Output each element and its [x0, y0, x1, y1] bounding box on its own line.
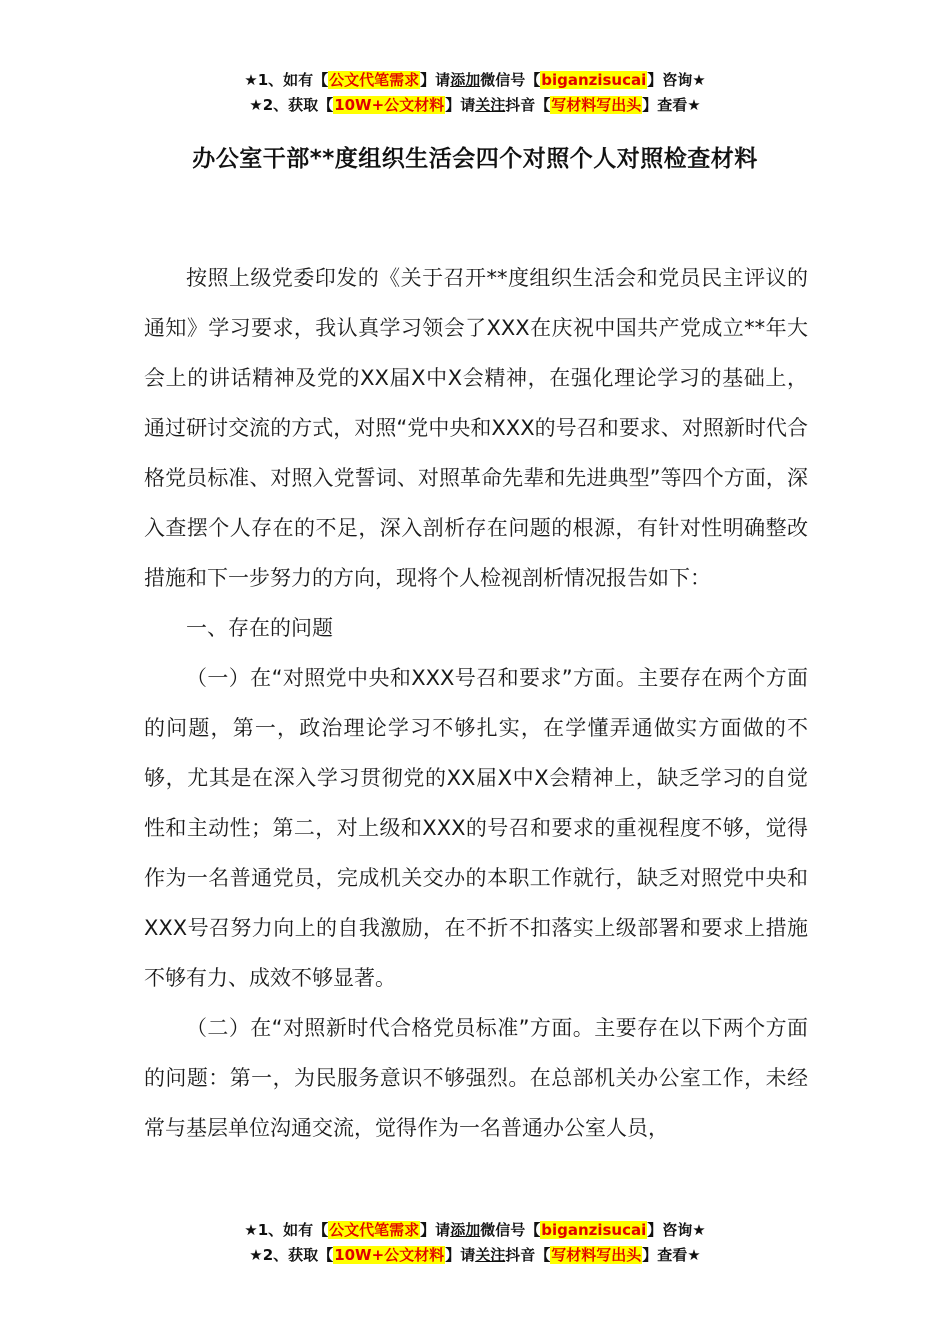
banner-text: 】请: [420, 71, 451, 89]
underlined-text: 添加: [450, 71, 481, 89]
highlight-text: 公文代笔需求: [329, 71, 420, 89]
banner-text: 】咨询★: [647, 1221, 706, 1239]
underlined-text: 关注: [475, 96, 506, 114]
banner-text: 】请: [445, 96, 476, 114]
banner-line-2: [0, 93, 950, 118]
section-heading: 一、存在的问题: [186, 616, 333, 640]
banner-text: 】查看★: [642, 1246, 701, 1264]
document-body: [144, 253, 808, 1153]
banner-line-1: [0, 68, 950, 93]
banner-line-1: [0, 1218, 950, 1243]
douyin-account: 写材料写出头: [551, 1246, 642, 1264]
banner-text: ★1、如有【: [244, 1221, 329, 1239]
header-banner: [0, 68, 950, 118]
banner-text: 微信号【: [480, 1221, 541, 1239]
wechat-id: biganzisucai: [541, 1221, 647, 1239]
banner-text: ★1、如有【: [244, 71, 329, 89]
highlight-text: 公文代笔需求: [329, 1221, 420, 1239]
banner-text: 抖音【: [505, 96, 551, 114]
footer-banner: [0, 1218, 950, 1268]
banner-text: ★2、获取【: [249, 1246, 334, 1264]
body-paragraph: （一）在“对照党中央和XXX号召和要求”方面。主要存在两个方面的问题，第一，政治理论学习不够扎实，在学懂弄通做实方面做的不够，尤其是在深入学习贯彻党的XX届X中X会精神上，缺乏学习的自觉性和主动性；第二，对上级和XXX的号召和要求的重视程度不够，觉得作为一名普通党员，完成机关交办的本职工作就行，缺乏对照党中央和XXX号召努力向上的自我激励，在不折不扣落实上级部署和要求上措施不够有力、成效不够显著。: [144, 666, 808, 990]
underlined-text: 关注: [475, 1246, 506, 1264]
document-title: 办公室干部**度组织生活会四个对照个人对照检查材料: [192, 146, 758, 172]
douyin-account: 写材料写出头: [551, 96, 642, 114]
banner-text: 】请: [420, 1221, 451, 1239]
wechat-id: biganzisucai: [541, 71, 647, 89]
banner-line-2: [0, 1243, 950, 1268]
highlight-text: 10W+公文材料: [334, 1246, 445, 1264]
banner-text: 微信号【: [480, 71, 541, 89]
banner-text: 】查看★: [642, 96, 701, 114]
banner-text: 】咨询★: [647, 71, 706, 89]
underlined-text: 添加: [450, 1221, 481, 1239]
highlight-text: 10W+公文材料: [334, 96, 445, 114]
banner-text: 抖音【: [505, 1246, 551, 1264]
intro-paragraph: 按照上级党委印发的《关于召开**度组织生活会和党员民主评议的通知》学习要求，我认真学习领会了XXX在庆祝中国共产党成立**年大会上的讲话精神及党的XX届X中X会精神，在强化理论学习的基础上，通过研讨交流的方式，对照“党中央和XXX的号召和要求、对照新时代合格党员标准、对照入党誓词、对照革命先辈和先进典型”等四个方面，深入查摆个人存在的不足，深入剖析存在问题的根源，有针对性明确整改措施和下一步努力的方向，现将个人检视剖析情况报告如下：: [144, 266, 808, 590]
body-paragraph: （二）在“对照新时代合格党员标准”方面。主要存在以下两个方面的问题：第一，为民服务意识不够强烈。在总部机关办公室工作，未经常与基层单位沟通交流，觉得作为一名普通办公室人员，: [144, 1016, 808, 1140]
banner-text: ★2、获取【: [249, 96, 334, 114]
banner-text: 】请: [445, 1246, 476, 1264]
